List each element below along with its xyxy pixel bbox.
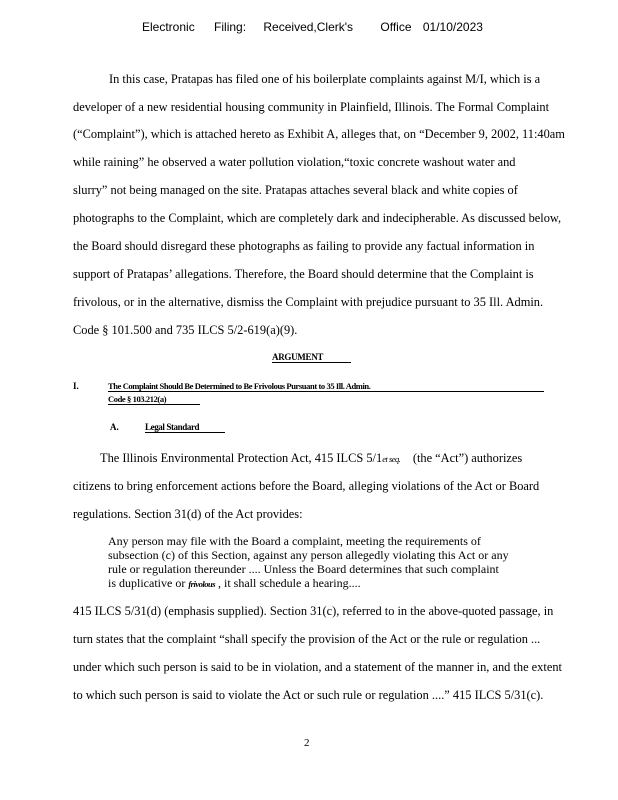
para1-line: Code § 101.500 and 735 ILCS 5/2-619(a)(9).: [73, 323, 298, 337]
para1-line: slurry” not being managed on the site. Pratapas attaches several black and white copies of: [73, 183, 518, 197]
quote-line4-pre: is duplicative or: [108, 576, 186, 590]
et-seq: et seq.: [382, 454, 401, 464]
section-number: I.: [73, 381, 79, 391]
para3-line: under which such person is said to be in violation, and a statement of the manner in, and the extent: [73, 660, 562, 674]
header-office: Office: [380, 20, 412, 34]
para1-line: photographs to the Complaint, which are completely dark and indecipherable. As discussed below,: [73, 211, 562, 225]
quote-line: Any person may file with the Board a complaint, meeting the requirements of: [108, 534, 481, 548]
para1-line: the Board should disregard these photographs as failing to provide any factual information in: [73, 239, 535, 253]
para2-line1-pre: The Illinois Environmental Protection Act, 415 ILCS 5/1: [100, 451, 383, 465]
quote-line4: [108, 576, 361, 591]
subsection-title: Legal Standard: [145, 422, 225, 433]
para3-line: to which such person is said to violate the Act or such rule or regulation ....” 415 ILCS 5/31(c).: [73, 688, 544, 702]
para1-line: (“Complaint”), which is attached hereto as Exhibit A, alleges that, on “December 9, 2002, 11:40am: [73, 127, 565, 141]
para1-line: In this case, Pratapas has filed one of his boilerplate complaints against M/I, which is a: [109, 72, 541, 86]
subsection-letter: A.: [110, 422, 119, 432]
section-title-line1: The Complaint Should Be Determined to Be Frivolous Pursuant to 35 Ill. Admin.: [108, 381, 544, 392]
header-filing: Filing:: [214, 20, 247, 34]
header-received: Received,Clerk's: [263, 20, 354, 34]
section-title-line2: Code § 103.212(a): [108, 394, 200, 405]
header-electronic: Electronic: [142, 20, 195, 34]
para1-line: developer of a new residential housing community in Plainfield, Illinois. The Formal Complaint: [73, 100, 550, 114]
para2-line: regulations. Section 31(d) of the Act provides:: [73, 507, 303, 521]
para1-line: support of Pratapas’ allegations. Therefore, the Board should determine that the Complaint is: [73, 267, 534, 281]
page-number: 2: [304, 737, 310, 749]
filing-stamp-header: [142, 20, 493, 34]
para2-line1-post: (the “Act”) authorizes: [412, 451, 523, 465]
para3-line: 415 ILCS 5/31(d) (emphasis supplied). Section 31(c), referred to in the above-quoted passage, in: [73, 604, 554, 618]
para3-line: turn states that the complaint “shall specify the provision of the Act or the rule or regulation ...: [73, 632, 541, 646]
argument-heading: ARGUMENT: [272, 352, 351, 363]
para2-line1: [100, 451, 522, 466]
quote-line: rule or regulation thereunder .... Unless the Board determines that such complaint: [108, 562, 499, 576]
header-date: 01/10/2023: [422, 20, 483, 34]
quote-line4-post: , it shall schedule a hearing....: [218, 576, 361, 590]
para2-line: citizens to bring enforcement actions before the Board, alleging violations of the Act or Board: [73, 479, 540, 493]
quote-frivolous: frivolous: [188, 579, 215, 589]
quote-line: subsection (c) of this Section, against any person allegedly violating this Act or any: [108, 548, 509, 562]
para1-line: while raining” he observed a water pollution violation,“toxic concrete washout water and: [73, 155, 516, 169]
para1-line: frivolous, or in the alternative, dismiss the Complaint with prejudice pursuant to 35 Ill. Admin.: [73, 295, 544, 309]
